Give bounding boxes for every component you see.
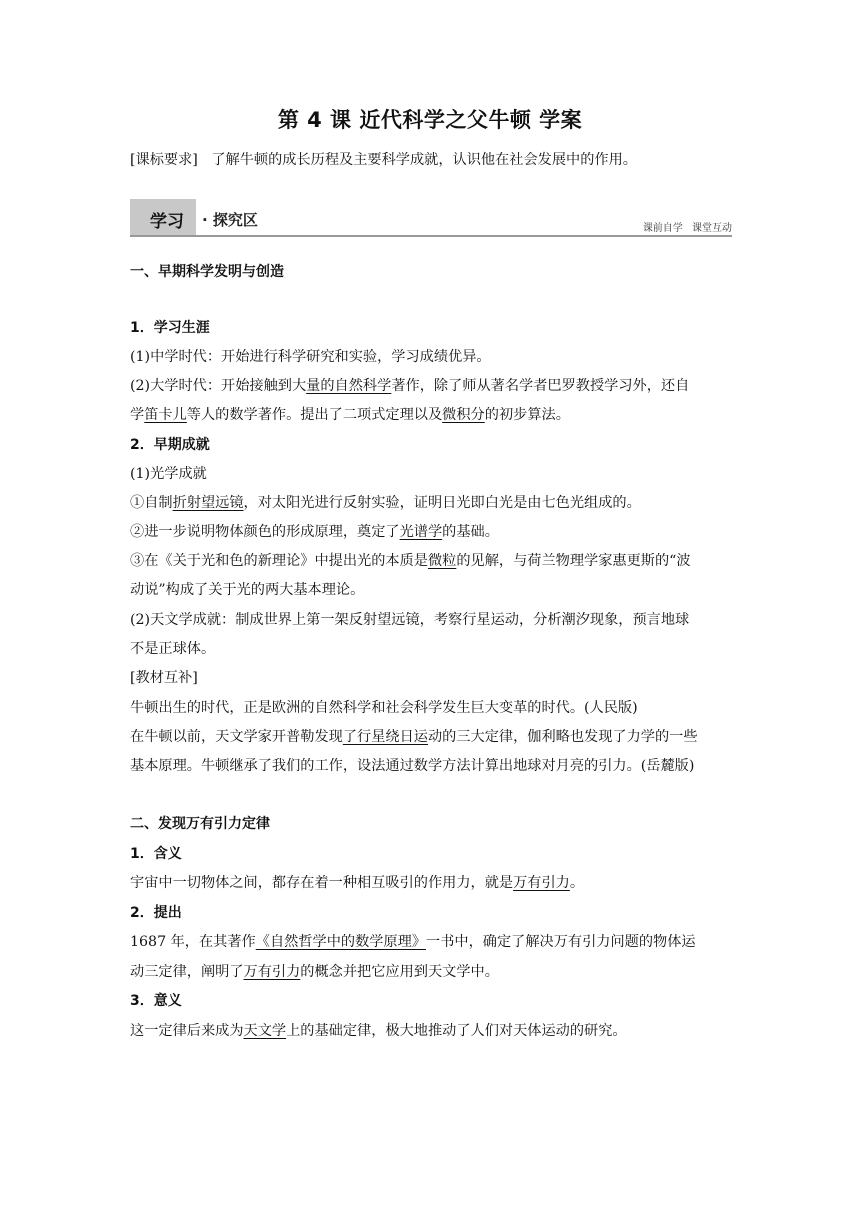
paragraph: 动三定律，阐明了万有引力的概念并把它应用到天文学中。 [130, 964, 499, 980]
key-term: 量的自然科学 [306, 378, 392, 394]
subheading: 2．提出 [130, 905, 182, 921]
requirement-text: 了解牛顿的成长历程及主要科学成就，认识他在社会发展中的作用。 [211, 152, 637, 168]
key-term: 了行星绕日运 [342, 729, 428, 745]
banner-tabs: 课前自学 课堂互动 [642, 223, 732, 234]
subheading: 1．学习生涯 [130, 320, 210, 336]
paragraph: 宇宙中一切物体之间，都存在着一种相互吸引的作用力，就是万有引力。 [130, 875, 585, 891]
key-term: 万有引力 [243, 964, 301, 980]
banner-rule [130, 235, 732, 237]
key-term: 《自然哲学中的数学原理》 [255, 934, 427, 950]
paragraph: 在牛顿以前，天文学家开普勒发现了行星绕日运动的三大定律，伽利略也发现了力学的一些 [130, 729, 698, 745]
section-heading: 二、发现万有引力定律 [130, 816, 270, 832]
subheading: 1．含义 [130, 846, 182, 862]
paragraph: ③在《关于光和色的新理论》中提出光的本质是微粒的见解，与荷兰物理学家惠更斯的“波 [130, 553, 691, 569]
key-term: 笛卡儿 [144, 407, 187, 423]
paragraph: 不是正球体。 [130, 641, 216, 657]
key-term: 万有引力 [513, 875, 570, 891]
paragraph: ②进一步说明物体颜色的形成原理，奠定了光谱学的基础。 [130, 524, 499, 540]
key-term: 光谱学 [399, 524, 443, 540]
paragraph: 学笛卡儿等人的数学著作。提出了二项式定理以及微积分的初步算法。 [130, 407, 570, 423]
paragraph: 这一定律后来成为天文学上的基础定律，极大地推动了人们对天体运动的研究。 [130, 1023, 627, 1039]
curriculum-requirement [130, 150, 732, 170]
paragraph: ①自制折射望远镜，对太阳光进行反射实验，证明日光即白光是由七色光组成的。 [130, 495, 641, 511]
subheading: 3．意义 [130, 993, 182, 1009]
paragraph: (1)中学时代：开始进行科学研究和实验，学习成绩优异。 [130, 349, 491, 365]
paragraph: 1687 年，在其著作《自然哲学中的数学原理》一书中，确定了解决万有引力问题的物体运 [130, 934, 696, 950]
paragraph: (2)天文学成就：制成世界上第一架反射望远镜，考察行星运动，分析潮汐现象，预言地球 [130, 612, 690, 628]
requirement-label: [课标要求] [130, 152, 198, 168]
subheading: 2．早期成就 [130, 437, 210, 453]
paragraph: 基本原理。牛顿继承了我们的工作，设法通过数学方法计算出地球对月亮的引力。(岳麓版) [130, 758, 695, 774]
supplement-label: [教材互补] [130, 670, 198, 686]
page-title: 第 4 课 近代科学之父牛顿 学案 [277, 108, 583, 132]
key-term: 天文学 [243, 1023, 287, 1039]
paragraph: (1)光学成就 [130, 466, 207, 482]
section-heading: 一、早期科学发明与创造 [130, 264, 284, 280]
key-term: 微积分 [442, 407, 485, 423]
paragraph: (2)大学时代：开始接触到大量的自然科学著作，除了师从著名学者巴罗教授学习外，还自 [130, 378, 690, 394]
paragraph: 动说”构成了关于光的两大基本理论。 [130, 582, 365, 598]
section-banner [130, 199, 732, 237]
banner-sub-label: · 探究区 [202, 211, 258, 229]
key-term: 折射望远镜 [172, 495, 244, 511]
key-term: 微粒 [427, 553, 457, 569]
paragraph: 牛顿出生的时代，正是欧洲的自然科学和社会科学发生巨大变革的时代。(人民版) [130, 700, 638, 716]
banner-main-label: 学习 [150, 212, 184, 232]
